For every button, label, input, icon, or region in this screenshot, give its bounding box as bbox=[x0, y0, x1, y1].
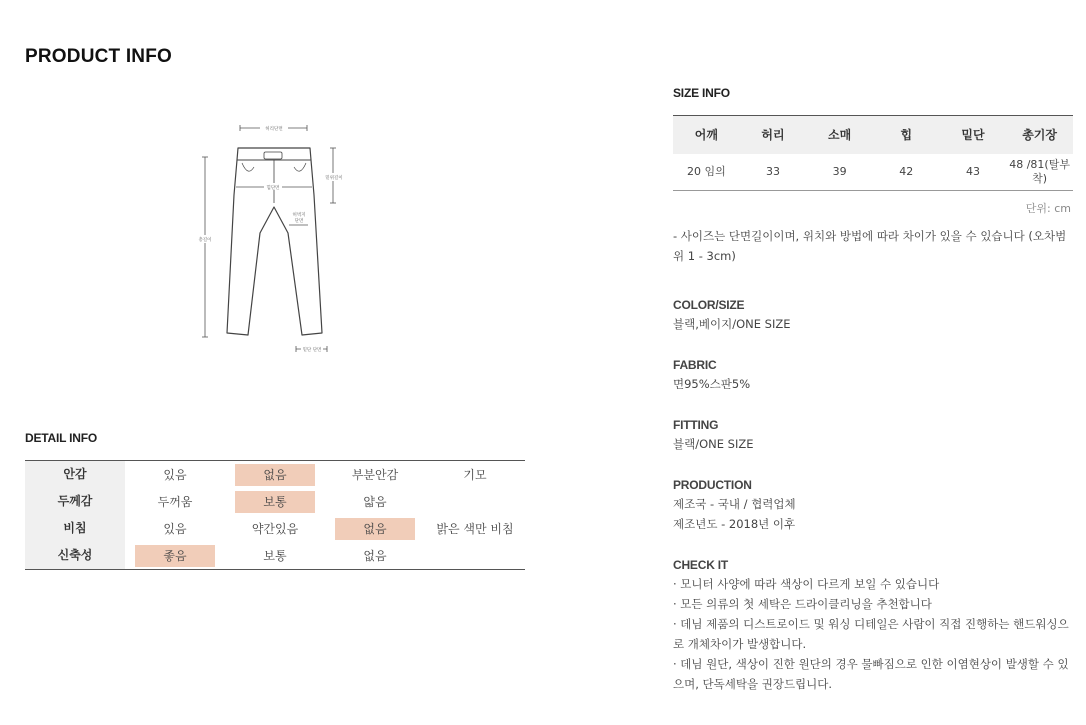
production-country: 제조국 - 국내 / 협력업체 bbox=[673, 497, 796, 511]
detail-row-label: 신축성 bbox=[25, 542, 125, 569]
detail-option: 약간있음 bbox=[251, 521, 299, 536]
detail-row-label: 두께감 bbox=[25, 488, 125, 515]
hip-label: 힙단면 bbox=[266, 186, 280, 191]
fitting-text: 블랙/ONE SIZE bbox=[673, 437, 754, 451]
size-header: 총기장 bbox=[1022, 128, 1057, 142]
check-it-item: · 데님 원단, 색상이 진한 원단의 경우 물빠짐으로 인한 이염현상이 발생할 수 있으며, 단독세탁을 권장드립니다. bbox=[673, 657, 1069, 691]
detail-option-selected: 보통 bbox=[235, 491, 315, 513]
detail-option: 기모 bbox=[463, 467, 487, 482]
detail-option: 밝은 색만 비침 bbox=[436, 521, 514, 536]
detail-option: 있음 bbox=[163, 467, 187, 482]
detail-row-stretch bbox=[25, 542, 525, 569]
color-size-text: 블랙,베이지/ONE SIZE bbox=[673, 317, 791, 331]
size-header: 허리 bbox=[761, 128, 785, 142]
size-value: 43 bbox=[965, 165, 980, 178]
thigh-section-label-2: 단면 bbox=[294, 219, 304, 224]
pants-measurement-diagram bbox=[190, 115, 350, 360]
detail-option: 부분안감 bbox=[351, 467, 399, 482]
detail-option: 얇음 bbox=[363, 494, 387, 509]
size-value: 20 임의 bbox=[686, 165, 726, 178]
detail-option bbox=[435, 545, 515, 567]
page-title: PRODUCT INFO bbox=[25, 46, 173, 67]
size-value: 33 bbox=[765, 165, 780, 178]
production-title: PRODUCTION bbox=[673, 478, 752, 492]
detail-option: 보통 bbox=[263, 548, 287, 563]
detail-row-label: 비침 bbox=[25, 515, 125, 542]
production-year: 제조년도 - 2018년 이후 bbox=[673, 517, 796, 531]
thigh-section-label-1: 허벅지 bbox=[292, 213, 306, 218]
detail-option bbox=[435, 491, 515, 513]
detail-row-label: 안감 bbox=[25, 461, 125, 488]
size-note: - 사이즈는 단면길이이며, 위치와 방법에 따라 차이가 있을 수 있습니다 (오차범위 1 - 3cm) bbox=[673, 229, 1067, 263]
check-it-item: · 모든 의류의 첫 세탁은 드라이클리닝을 추천합니다 bbox=[673, 597, 932, 611]
size-info-table bbox=[673, 115, 1073, 191]
size-header: 밑단 bbox=[961, 128, 985, 142]
size-header: 어깨 bbox=[694, 128, 718, 142]
detail-option-selected: 없음 bbox=[235, 464, 315, 486]
length-label: 총길이 bbox=[198, 238, 212, 243]
detail-info-table bbox=[25, 460, 525, 570]
detail-option-selected: 없음 bbox=[335, 518, 415, 540]
fitting-title: FITTING bbox=[673, 418, 719, 432]
size-value: 48 /81(탈부착) bbox=[1009, 158, 1070, 185]
detail-option: 있음 bbox=[163, 521, 187, 536]
size-header: 소매 bbox=[828, 128, 852, 142]
fabric-text: 면95%스판5% bbox=[673, 377, 751, 391]
size-value: 42 bbox=[899, 165, 914, 178]
check-it-item: · 데님 제품의 디스트로이드 및 워싱 디테일은 사람이 직접 진행하는 핸드워싱으로 개체차이가 발생합니다. bbox=[673, 617, 1069, 651]
hem-label: 밑단 단면 bbox=[302, 348, 322, 353]
waist-label: 허리단면 bbox=[265, 127, 283, 132]
size-value: 39 bbox=[832, 165, 847, 178]
size-unit: 단위: cm bbox=[1025, 202, 1071, 215]
detail-option: 없음 bbox=[363, 548, 387, 563]
detail-option: 두꺼움 bbox=[157, 494, 193, 509]
rise-label: 밑위길이 bbox=[325, 176, 343, 181]
detail-row-lining bbox=[25, 461, 525, 488]
detail-row-sheerness bbox=[25, 515, 525, 542]
size-header: 힙 bbox=[900, 128, 913, 142]
size-info-heading: SIZE INFO bbox=[673, 86, 730, 100]
size-value-row bbox=[673, 154, 1073, 191]
pants-illustration bbox=[190, 115, 350, 360]
fabric-title: FABRIC bbox=[673, 358, 717, 372]
size-header-row bbox=[673, 116, 1073, 154]
detail-row-thickness bbox=[25, 488, 525, 515]
detail-info-heading: DETAIL INFO bbox=[25, 431, 98, 445]
detail-option-selected: 좋음 bbox=[135, 545, 215, 567]
color-size-title: COLOR/SIZE bbox=[673, 298, 745, 312]
check-it-item: · 모니터 사양에 따라 색상이 다르게 보일 수 있습니다 bbox=[673, 577, 940, 591]
check-it-title: CHECK IT bbox=[673, 558, 729, 572]
